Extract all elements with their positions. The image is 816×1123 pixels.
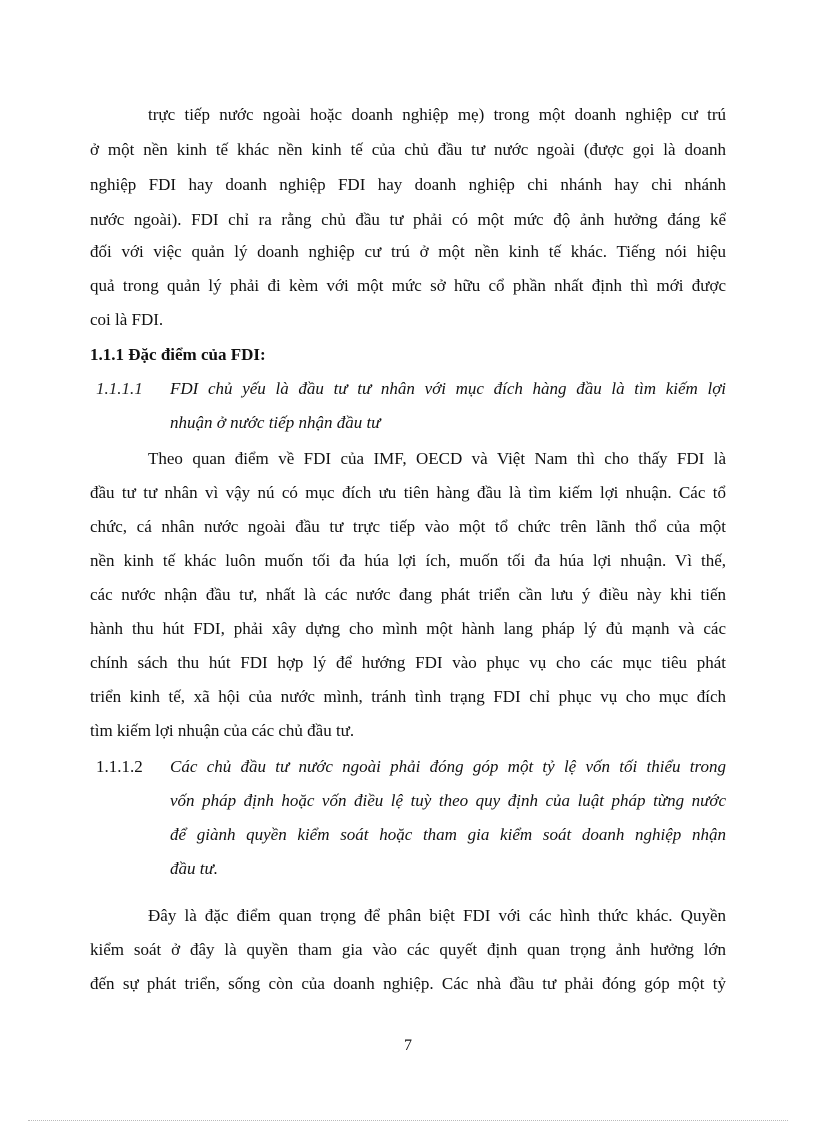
text-line: triển kinh tế, xã hội của nước mình, tránh tình trạng FDI chỉ phục vụ cho mục đích — [90, 687, 726, 706]
subsection-title-line: vốn pháp định hoặc vốn điều lệ tuỳ theo quy định của luật pháp từng nước — [170, 791, 726, 810]
text-line: đến sự phát triển, sống còn của doanh nghiệp. Các nhà đầu tư phải đóng góp một tỷ — [90, 974, 726, 993]
text-line: ở một nền kinh tế khác nền kinh tế của chủ đầu tư nước ngoài (được gọi là doanh — [90, 140, 726, 159]
text-line: tìm kiếm lợi nhuận của các chủ đầu tư. — [90, 721, 355, 740]
text-line: nền kinh tế khác luôn muốn tối đa húa lợi ích, muốn tối đa húa lợi nhuận. Vì thế, — [90, 551, 726, 570]
section-heading: 1.1.1 Đặc điểm của FDI: — [90, 345, 266, 364]
text-line: đầu tư tư nhân vì vậy nú có mục đích ưu tiên hàng đầu là tìm kiếm lợi nhuận. Các tổ — [90, 483, 726, 502]
subsection-title-line: nhuận ở nước tiếp nhận đầu tư — [170, 413, 381, 432]
subsection-title-line: đầu tư. — [170, 859, 218, 878]
text-line: Đây là đặc điểm quan trọng để phân biệt FDI với các hình thức khác. Quyền — [148, 906, 726, 925]
subsection-title-line: để giành quyền kiểm soát hoặc tham gia kiểm soát doanh nghiệp nhận — [170, 825, 726, 844]
text-line: chức, cá nhân nước ngoài đầu tư trực tiếp vào một tổ chức trên lãnh thổ của một — [90, 517, 726, 536]
page-number: 7 — [404, 1037, 412, 1054]
text-line: Theo quan điểm về FDI của IMF, OECD và Việt Nam thì cho thấy FDI là — [148, 449, 726, 468]
text-line: đối với việc quản lý doanh nghiệp cư trú ở một nền kinh tế khác. Tiếng nói hiệu — [90, 242, 726, 261]
text-line: hành thu hút FDI, phải xây dựng cho mình một hành lang pháp lý đủ mạnh và các — [90, 619, 726, 638]
subsection-number: 1.1.1.1 — [96, 379, 143, 398]
text-line: coi là FDI. — [90, 310, 164, 329]
text-line: kiểm soát ở đây là quyền tham gia vào các quyết định quan trọng ảnh hưởng lớn — [90, 940, 726, 959]
text-line: chính sách thu hút FDI hợp lý để hướng FDI vào phục vụ cho các mục tiêu phát — [90, 653, 726, 672]
text-line: các nước nhận đầu tư, nhất là các nước đang phát triển cần lưu ý điều này khi tiến — [90, 585, 726, 604]
subsection-number: 1.1.1.2 — [96, 757, 143, 776]
text-line: nước ngoài). FDI chỉ ra rằng chủ đầu tư phải có một mức độ ảnh hưởng đáng kể — [90, 210, 726, 229]
subsection-title-line: FDI chủ yếu là đầu tư tư nhân với mục đích hàng đầu là tìm kiếm lợi — [170, 379, 726, 398]
text-line: quả trong quản lý phải đi kèm với một mức sở hữu cổ phần nhất định thì mới được — [90, 276, 726, 295]
subsection-title-line: Các chủ đầu tư nước ngoài phải đóng góp một tỷ lệ vốn tối thiểu trong — [170, 757, 726, 776]
page-bottom-divider — [28, 1120, 788, 1121]
text-line: trực tiếp nước ngoài hoặc doanh nghiệp mẹ) trong một doanh nghiệp cư trú — [148, 105, 726, 124]
text-line: nghiệp FDI hay doanh nghiệp FDI hay doanh nghiệp chi nhánh hay chi nhánh — [90, 175, 726, 194]
